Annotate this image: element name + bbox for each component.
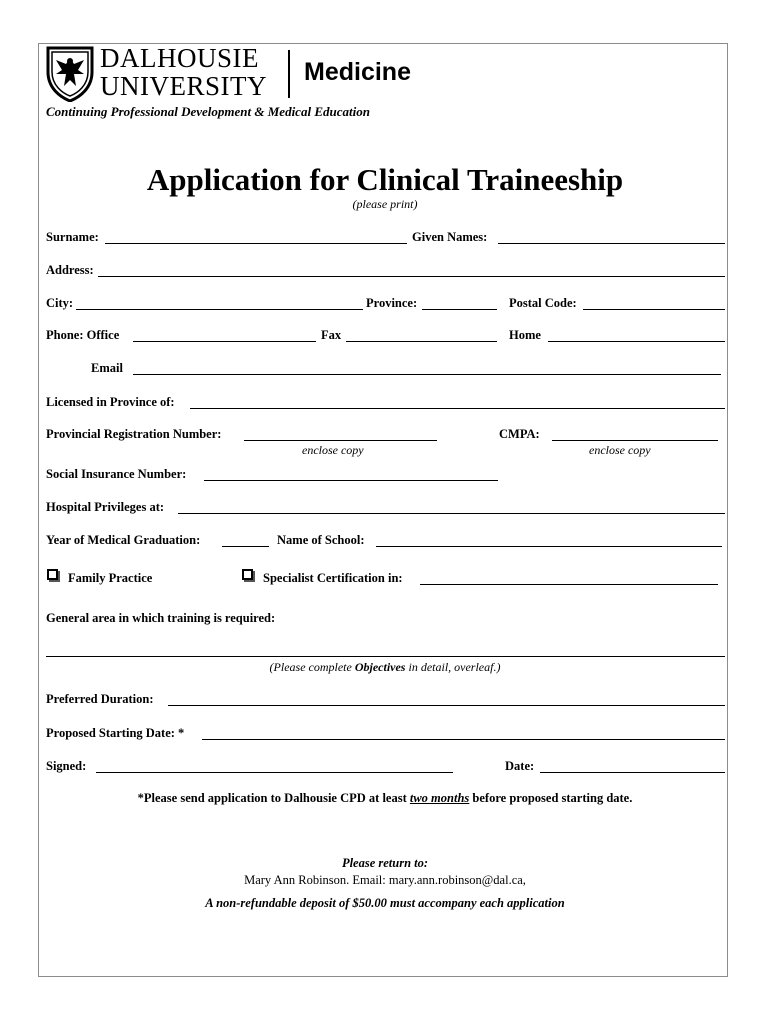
licensed-province-field[interactable] xyxy=(190,408,725,409)
general-area-label: General area in which training is required: xyxy=(46,611,276,625)
prov-reg-note: enclose copy xyxy=(302,443,364,457)
home-field[interactable] xyxy=(548,341,725,342)
surname-field[interactable] xyxy=(105,243,407,244)
department-name: Continuing Professional Development & Medical Education xyxy=(46,104,370,119)
city-label: City: xyxy=(46,296,74,310)
return-to-heading: Please return to: xyxy=(341,856,429,870)
prov-reg-field[interactable] xyxy=(244,440,437,441)
logo-divider xyxy=(288,50,290,98)
fax-label: Fax xyxy=(321,328,342,342)
school-label: Name of School: xyxy=(277,533,365,547)
date-field[interactable] xyxy=(540,772,725,773)
licensed-province-label: Licensed in Province of: xyxy=(46,395,175,409)
city-field[interactable] xyxy=(76,309,363,310)
contact-info: Mary Ann Robinson. Email: mary.ann.robinson@dal.ca, xyxy=(244,873,526,887)
surname-label: Surname: xyxy=(46,230,99,244)
form-title: Application for Clinical Traineeship xyxy=(146,162,624,197)
dalhousie-shield-icon xyxy=(46,46,94,102)
deadline-note-emphasis: two months xyxy=(409,791,470,805)
hospital-field[interactable] xyxy=(178,513,725,514)
specialist-label: Specialist Certification in: xyxy=(263,571,403,585)
objectives-note-bold: Objectives xyxy=(354,660,406,674)
cmpa-note: enclose copy xyxy=(589,443,651,457)
sin-label: Social Insurance Number: xyxy=(46,467,187,481)
email-field[interactable] xyxy=(133,374,721,375)
objectives-note-post: in detail, overleaf.) xyxy=(405,660,501,674)
specialist-field[interactable] xyxy=(420,584,718,585)
sin-field[interactable] xyxy=(204,480,498,481)
address-field[interactable] xyxy=(98,276,725,277)
postal-code-field[interactable] xyxy=(583,309,725,310)
family-practice-checkbox[interactable] xyxy=(47,569,58,580)
start-date-label: Proposed Starting Date: * xyxy=(46,726,185,740)
prov-reg-label: Provincial Registration Number: xyxy=(46,427,222,441)
hospital-label: Hospital Privileges at: xyxy=(46,500,165,514)
fax-field[interactable] xyxy=(346,341,497,342)
email-label: Email xyxy=(91,361,123,375)
objectives-note-pre: (Please complete xyxy=(269,660,355,674)
logo-line-1: DALHOUSIE xyxy=(100,43,259,73)
duration-label: Preferred Duration: xyxy=(46,692,154,706)
phone-office-label: Phone: Office xyxy=(46,328,120,342)
form-subtitle: (please print) xyxy=(352,197,418,211)
province-field[interactable] xyxy=(422,309,497,310)
address-label: Address: xyxy=(46,263,94,277)
cmpa-label: CMPA: xyxy=(499,427,540,441)
deadline-note-pre: *Please send application to Dalhousie CPD at least xyxy=(137,791,410,805)
deadline-note-post: before proposed starting date. xyxy=(469,791,633,805)
deadline-note xyxy=(0,791,770,806)
cmpa-field[interactable] xyxy=(552,440,718,441)
duration-field[interactable] xyxy=(168,705,725,706)
date-label: Date: xyxy=(505,759,535,773)
given-names-field[interactable] xyxy=(498,243,725,244)
start-date-field[interactable] xyxy=(202,739,725,740)
home-label: Home xyxy=(509,328,541,342)
phone-office-field[interactable] xyxy=(133,341,316,342)
logo-line-2: UNIVERSITY xyxy=(100,71,267,101)
province-label: Province: xyxy=(366,296,418,310)
deposit-note: A non-refundable deposit of $50.00 must accompany each application xyxy=(205,896,565,910)
signed-label: Signed: xyxy=(46,759,87,773)
postal-code-label: Postal Code: xyxy=(509,296,577,310)
signature-field[interactable] xyxy=(96,772,453,773)
school-field[interactable] xyxy=(376,546,722,547)
objectives-note xyxy=(0,660,770,675)
given-names-label: Given Names: xyxy=(412,230,488,244)
specialist-checkbox[interactable] xyxy=(242,569,253,580)
year-grad-field[interactable] xyxy=(222,546,269,547)
year-grad-label: Year of Medical Graduation: xyxy=(46,533,201,547)
faculty-name: Medicine xyxy=(304,58,411,86)
general-area-field[interactable] xyxy=(46,656,725,657)
family-practice-label: Family Practice xyxy=(68,571,153,585)
logo-wordmark xyxy=(100,44,267,100)
